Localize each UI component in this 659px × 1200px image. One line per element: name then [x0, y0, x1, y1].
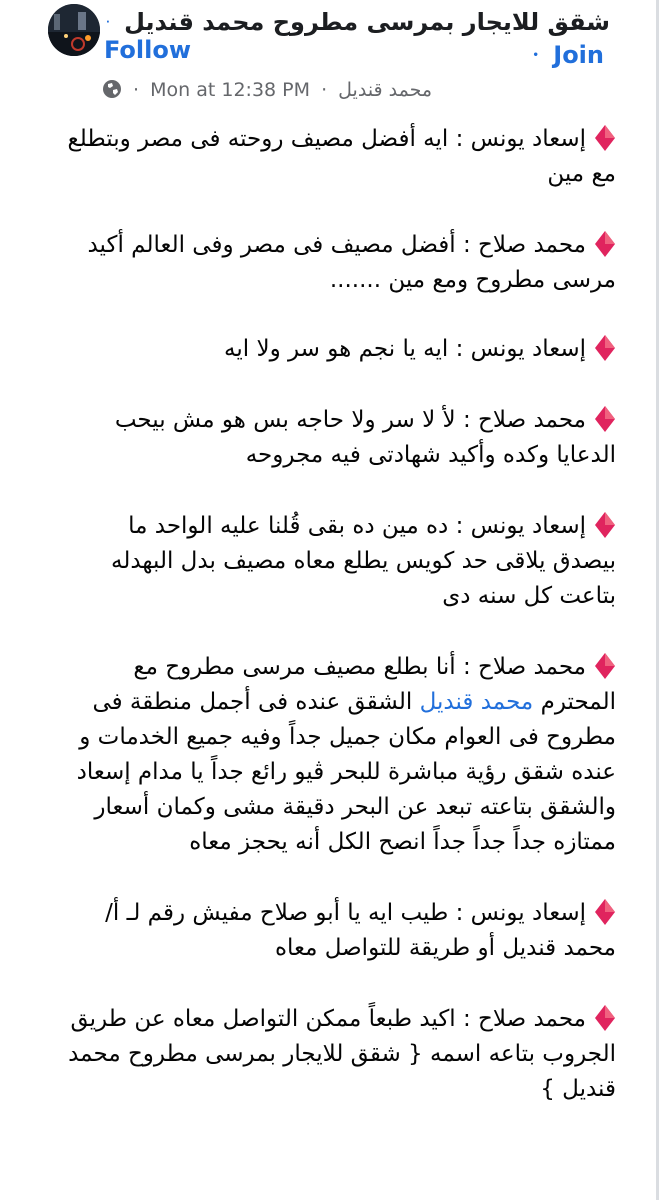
- red-diamond-icon: [594, 124, 616, 152]
- post-paragraph-4: [58, 403, 616, 473]
- post-meta: [102, 76, 482, 104]
- meta-separator-2: ·: [321, 79, 328, 101]
- separator-dot-2: •: [532, 50, 539, 61]
- red-diamond-icon: [594, 1004, 616, 1032]
- red-diamond-icon: [594, 898, 616, 926]
- post-timestamp[interactable]: Mon at 12:38 PM: [150, 79, 311, 101]
- post-paragraph-6: [58, 650, 616, 860]
- post-text-7: إسعاد يونس : طيب ايه يا أبو صلاح مفيش رقم لـ أ/ محمد قنديل أو طريقة للتواصل معاه: [105, 900, 616, 961]
- post-text-6a: محمد صلاح : أنا بطلع مصيف مرسى مطروح مع المحترم: [133, 654, 616, 715]
- post-text-2: محمد صلاح : أفضل مصيف فى مصر وفى العالم أكيد مرسى مطروح ومع مين .......: [87, 232, 616, 293]
- red-diamond-icon: [594, 230, 616, 258]
- red-diamond-icon: [594, 511, 616, 539]
- post-paragraph-3: [58, 332, 616, 367]
- group-avatar-image: [48, 4, 100, 56]
- post-header: [40, 0, 620, 110]
- post-text-4: محمد صلاح : لأ لا سر ولا حاجه بس هو مش بيحب الدعايا وكده وأكيد شهادتى فيه مجروحه: [114, 407, 616, 468]
- follow-button[interactable]: Follow: [104, 36, 192, 64]
- meta-separator: ·: [133, 79, 140, 101]
- post-text-8: محمد صلاح : اكيد طبعاً ممكن التواصل معاه عن طريق الجروب بتاعه اسمه { شقق للايجار بمرسى مطروح محمد قنديل }: [68, 1006, 616, 1102]
- post-paragraph-8: [58, 1002, 616, 1107]
- post-paragraph-5: [58, 509, 616, 614]
- post-paragraph-2: [58, 228, 616, 298]
- red-diamond-icon: [594, 334, 616, 362]
- post-text-1: إسعاد يونس : ايه أفضل مصيف روحته فى مصر وبتطلع مع مين: [67, 126, 616, 187]
- separator-dot: ·: [105, 17, 110, 28]
- post-author[interactable]: محمد قنديل: [338, 79, 433, 101]
- post-text-5: إسعاد يونس : ده مين ده بقى قُلنا عليه الواحد ما بيصدق يلاقى حد كويس يطلع معاه مصيف بدل البهدله بتاعت كل سنه دى: [111, 513, 616, 609]
- post-paragraph-7: [58, 896, 616, 966]
- join-button[interactable]: Join: [553, 41, 604, 69]
- red-diamond-icon: [594, 652, 616, 680]
- red-diamond-icon: [594, 405, 616, 433]
- group-avatar[interactable]: [48, 4, 100, 56]
- post-paragraph-1: [58, 122, 616, 192]
- globe-icon: [102, 79, 122, 99]
- mention-link[interactable]: محمد قنديل: [419, 689, 534, 715]
- post-text-6b: الشقق عنده فى أجمل منطقة فى مطروح فى العوام مكان جميل جداً وفيه جميع الخدمات و عنده شقق رؤية مباشرة للبحر ڤيو رائع جداً يا مدام إسعاد والشقق بتاعته تبعد عن البحر دقيقة مشى وكمان أسعار ممتازه جداً جداً جداً انصح الكل أنه يحجز معاه: [76, 689, 616, 855]
- group-name[interactable]: شقق للايجار بمرسى مطروح محمد قنديل: [124, 8, 610, 36]
- post-body: [58, 122, 616, 1143]
- post-text-3: إسعاد يونس : ايه يا نجم هو سر ولا ايه: [224, 336, 586, 362]
